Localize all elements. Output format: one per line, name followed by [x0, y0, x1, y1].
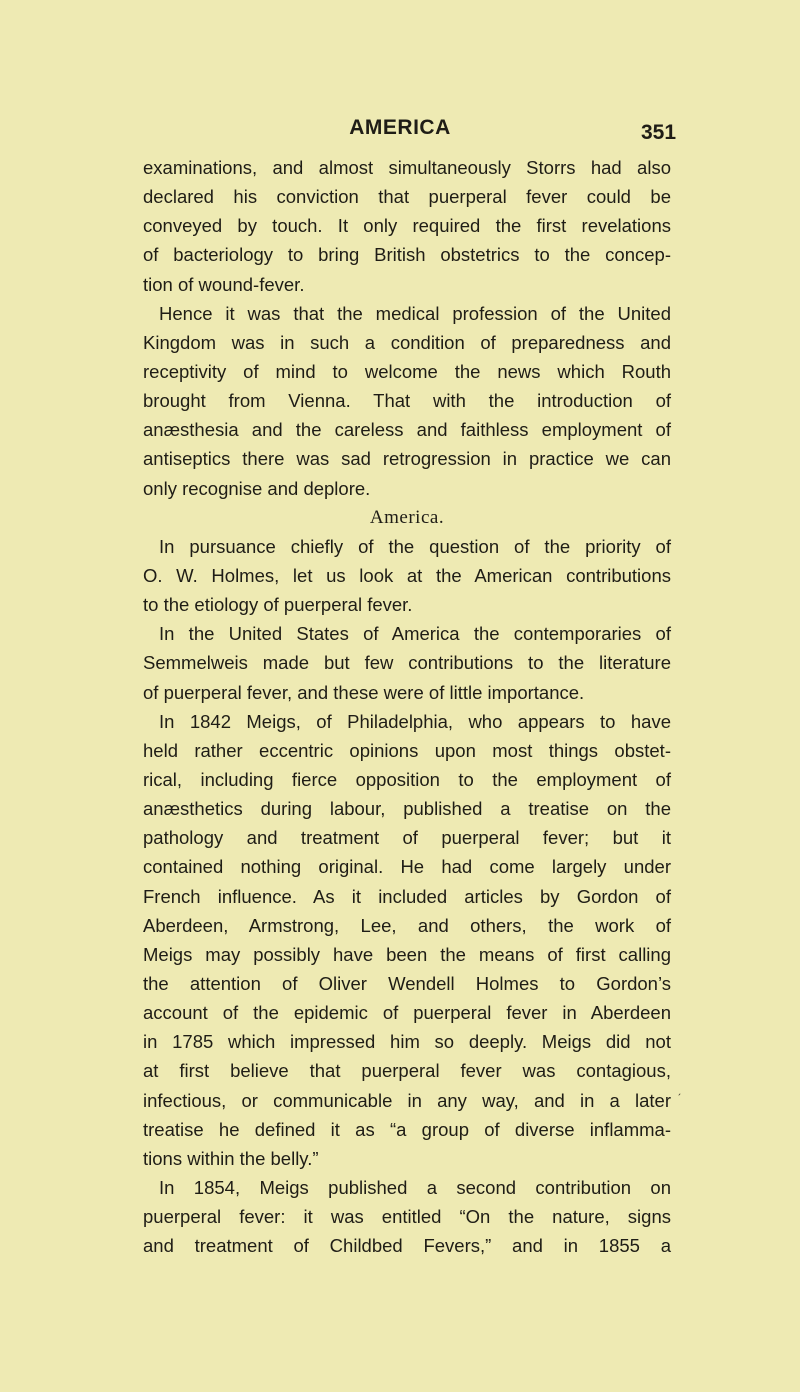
text-line: Semmelweis made but few contributions to the literature: [143, 652, 671, 674]
text-line: In pursuance chiefly of the question of the priority of: [159, 535, 671, 557]
text-line: In 1842 Meigs, of Philadelphia, who appears to have: [159, 710, 671, 732]
text-line: anæsthesia and the careless and faithless employment of: [143, 419, 671, 441]
text-line: anæsthetics during labour, published a treatise on the: [143, 798, 671, 820]
text-line: tion of wound-fever.: [143, 273, 305, 295]
text-line: Meigs may possibly have been the means of first calling: [143, 943, 671, 965]
text-line: brought from Vienna. That with the introduction of: [143, 390, 671, 412]
text-line: French influence. As it included articles by Gordon of: [143, 885, 671, 907]
text-line: tions within the belly.”: [143, 1147, 319, 1169]
text-line: account of the epidemic of puerperal fever in Aberdeen: [143, 1002, 671, 1024]
text-line: O. W. Holmes, let us look at the American contributions: [143, 564, 671, 586]
text-line: only recognise and deplore.: [143, 477, 371, 499]
text-line: puerperal fever: it was entitled “On the nature, signs: [143, 1206, 671, 1228]
text-line: In the United States of America the contemporaries of: [159, 623, 671, 645]
text-line: at first believe that puerperal fever was contagious,: [143, 1060, 671, 1082]
text-line: contained nothing original. He had come largely under: [143, 856, 671, 878]
text-line: and treatment of Childbed Fevers,” and in 1855 a: [143, 1235, 671, 1257]
text-line: to the etiology of puerperal fever.: [143, 594, 413, 616]
text-line: Hence it was that the medical profession of the United: [159, 302, 671, 324]
text-line: In 1854, Meigs published a second contribution on: [159, 1176, 671, 1198]
text-line: declared his conviction that puerperal fever could be: [143, 186, 671, 208]
text-line: infectious, or communicable in any way, and in a later: [143, 1089, 671, 1111]
text-line: conveyed by touch. It only required the first revelations: [143, 215, 671, 237]
text-line: examinations, and almost simultaneously Storrs had also: [143, 157, 671, 178]
text-line: Kingdom was in such a condition of preparedness and: [143, 331, 671, 353]
text-line: pathology and treatment of puerperal fever; but it: [143, 827, 671, 849]
text-line: rical, including fierce opposition to the employment of: [143, 768, 671, 790]
text-line: the attention of Oliver Wendell Holmes to Gordon’s: [143, 972, 671, 994]
margin-pencil-mark: ˏ: [677, 1081, 682, 1096]
page-number: 351: [641, 121, 677, 144]
text-line: of bacteriology to bring British obstetrics to the concep-: [143, 244, 671, 266]
text-line: held rather eccentric opinions upon most things obstet-: [143, 739, 671, 761]
text-line: of puerperal fever, and these were of little importance.: [143, 681, 585, 703]
text-line: in 1785 which impressed him so deeply. Meigs did not: [143, 1031, 671, 1053]
text-line: receptivity of mind to welcome the news which Routh: [143, 360, 671, 382]
running-head: [0, 116, 800, 150]
text-line: treatise he defined it as “a group of diverse inflamma-: [143, 1118, 671, 1140]
running-title: AMERICA: [349, 116, 451, 139]
body-text: [143, 153, 671, 1260]
text-line: antiseptics there was sad retrogression in practice we can: [143, 448, 671, 470]
text-line: Aberdeen, Armstrong, Lee, and others, the work of: [143, 914, 671, 936]
section-heading: America.: [369, 506, 445, 528]
